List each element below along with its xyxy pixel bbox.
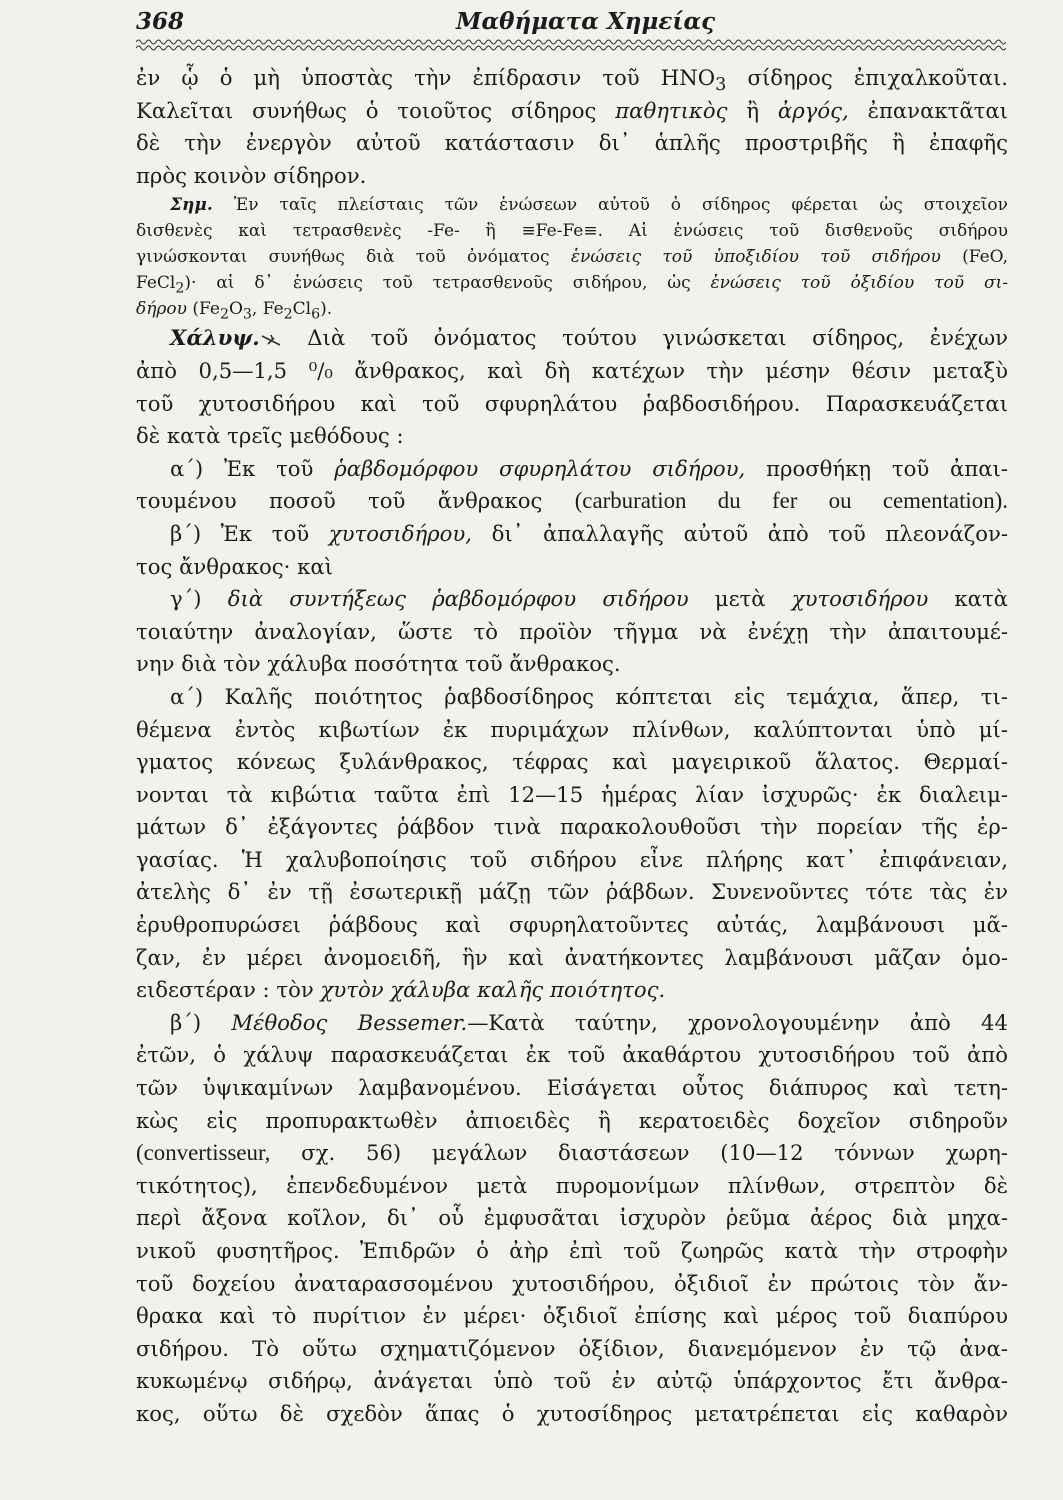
text-line-10: Χάλυψ. Διὰ τοῦ ὀνόματος τούτου γινώσκεται σίδηρος, ἐνέχων	[170, 325, 1008, 351]
running-title: Μαθήματα Χημείας	[456, 8, 716, 35]
annotation-mark-icon	[260, 333, 282, 347]
text-line-23: γματος κόνεως ξυλάνθρακος, τέφρας καὶ μαγειρικοῦ ἅλατος. Θερμαί-	[136, 749, 1008, 775]
text-line-29: ζαν, ἐν μέρει ἀνομοειδῆ, ἣν καὶ ἀνατήκοντες λαμβάνουσι μᾶζαν ὁμο-	[136, 944, 1008, 970]
text-line-25: μάτων δ᾽ ἐξάγοντες ῥάβδον τινὰ παρακολουθοῦσι τὴν πορείαν τῆς ἐρ-	[136, 814, 1008, 840]
text-line-20: νην διὰ τὸν χάλυβα ποσότητα τοῦ ἄνθρακος.	[136, 651, 621, 677]
text-line-27: ἀτελὴς δ᾽ ἐν τῇ ἐσωτερικῇ μάζῃ τῶν ῥάβδων. Συνενοῦντες τότε τὰς ἐν	[136, 879, 1008, 905]
page-body	[136, 62, 1008, 1431]
wavy-rule-line	[136, 40, 1006, 44]
text-line-38: νικοῦ φυσητῆρος. Ἐπιδρῶν ὁ ἀὴρ ἐπὶ τοῦ ζωηρῶς κατὰ τὴν στροφὴν	[136, 1238, 1008, 1263]
text-line-32: ἐτῶν, ὁ χάλυψ παρασκευάζεται ἐκ τοῦ ἀκαθάρτου χυτοσιδήρου τοῦ ἀπὸ	[136, 1042, 1008, 1068]
text-line-43: κος, οὕτω δὲ σχεδὸν ἅπας ὁ χυτοσίδηρος μετατρέπεται εἰς καθαρὸν	[136, 1400, 1008, 1426]
text-line-3: δὲ τὴν ἐνεργὸν αὐτοῦ κατάστασιν δι᾽ ἁπλῆς προστριβῆς ἢ ἐπαφῆς	[136, 130, 1008, 156]
note-line-2: δισθενὲς καὶ τετρασθενὲς -Fe- ἢ ≡Fe-Fe≡. Αἱ ἑνώσεις τοῦ δισθενοῦς σιδήρου	[136, 221, 1008, 242]
text-line-11: ἀπὸ 0,5—1,5 ⁰/₀ ἄνθρακος, καὶ δὴ κατέχων τὴν μέσην θέσιν μεταξὺ	[136, 357, 1008, 383]
text-line-14: α´) Ἐκ τοῦ ῥαβδομόρφου σφυρηλάτου σιδήρου, προσθήκῃ τοῦ ἀπαι-	[170, 455, 1008, 481]
text-line-4: πρὸς κοινὸν σίδηρον.	[136, 162, 367, 188]
note-line-5: δήρου ($Fe_2O_3$, $Fe_2Cl_6$).	[136, 299, 333, 323]
text-line-35: (convertisseur, σχ. 56) μεγάλων διαστάσεων (10—12 τόννων χωρη-	[136, 1140, 1008, 1166]
text-line-37: περὶ ἄξονα κοῖλον, δι᾽ οὗ ἐμφυσᾶται ἰσχυρὸν ῥεῦμα ἀέρος διὰ μηχα-	[136, 1205, 1008, 1231]
wavy-rule-line-2	[136, 46, 1006, 50]
text-line-26: γασίας. Ἡ χαλυβοποίησις τοῦ σιδήρου εἶνε πλήρης κατ᾽ ἐπιφάνειαν,	[136, 846, 1008, 872]
text-line-19: τοιαύτην ἀναλογίαν, ὥστε τὸ προϊὸν τῆγμα νὰ ἐνέχῃ τὴν ἀπαιτουμέ-	[136, 618, 1008, 644]
text-line-22: θέμενα ἐντὸς κιβωτίων ἐκ πυριμάχων πλίνθων, καλύπτονται ὑπὸ μί-	[136, 716, 1008, 742]
text-line-18: γ´) διὰ συντήξεως ῥαβδομόρφου σιδήρου μετὰ χυτοσιδήρου κατὰ	[170, 586, 1008, 612]
text-line-36: τικότητος), ἐπενδεδυμένον μετὰ πυρομονίμων πλίνθων, στρεπτὸν δὲ	[136, 1172, 1008, 1198]
text-line-15: τουμένου ποσοῦ τοῦ ἄνθρακος (carburation du fer ou cementation).	[136, 488, 1008, 514]
note-line-3: γινώσκονται συνήθως διὰ τοῦ ὀνόματος ἑνώσεις τοῦ ὑποξιδίου τοῦ σιδήρου (FeO,	[136, 247, 1008, 268]
text-line-31: β´) Μέθοδος Bessemer.—Κατὰ ταύτην, χρονολογουμένην ἀπὸ 44	[170, 1009, 1008, 1035]
text-line-17: τος ἄνθρακος· καὶ	[136, 553, 333, 579]
text-line-1: ἐν ᾧ ὁ μὴ ὑποστὰς τὴν ἐπίδρασιν τοῦ $HNO_3$ σίδηρος ἐπιχαλκοῦται.	[136, 65, 1008, 95]
text-line-28: ἐρυθροπυρώσει ῥάβδους καὶ σφυρηλατοῦντες αὐτάς, λαμβάνουσι μᾶ-	[136, 912, 1008, 938]
note-line-4: FeCl$_2$)· αἱ δ᾽ ἑνώσεις τοῦ τετρασθενοῦς σιδήρου, ὡς ἑνώσεις τοῦ ὀξιδίου τοῦ σι-	[136, 273, 1008, 297]
note-label: Σημ.	[170, 195, 213, 216]
wavy-header-rule	[136, 38, 1006, 52]
text-line-21: α´) Καλῆς ποιότητος ῥαβδοσίδηρος κόπτεται εἰς τεμάχια, ἅπερ, τι-	[170, 683, 1008, 709]
text-line-33: τῶν ὑψικαμίνων λαμβανομένου. Εἰσάγεται οὗτος διάπυρος καὶ τετη-	[136, 1075, 1008, 1101]
text-line-13: δὲ κατὰ τρεῖς μεθόδους :	[136, 423, 404, 449]
text-line-42: κυκωμένῳ σιδήρῳ, ἀνάγεται ὑπὸ τοῦ ἐν αὐτῷ ὑπάρχοντος ἔτι ἄνθρα-	[136, 1368, 1008, 1394]
text-line-34: κὼς εἰς προπυρακτωθὲν ἀπιοειδὲς ἢ κερατοειδὲς δοχεῖον σιδηροῦν	[136, 1107, 1008, 1133]
page-header	[136, 8, 1006, 38]
text-line-2: Καλεῖται συνήθως ὁ τοιοῦτος σίδηρος παθητικὸς ἢ ἀργός, ἐπανακτᾶται	[136, 97, 1008, 123]
text-line-40: θρακα καὶ τὸ πυρίτιον ἐν μέρει· ὀξιδιοῖ ἐπίσης καὶ μέρος τοῦ διαπύρου	[136, 1303, 1008, 1329]
text-line-30: ειδεστέραν : τὸν χυτὸν χάλυβα καλῆς ποιότητος.	[136, 977, 666, 1003]
text-line-16: β´) Ἐκ τοῦ χυτοσιδήρου, δι᾽ ἀπαλλαγῆς αὐτοῦ ἀπὸ τοῦ πλεονάζον-	[170, 520, 1008, 546]
page-number: 368	[136, 8, 185, 35]
text-line-24: νονται τὰ κιβώτια ταῦτα ἐπὶ 12—15 ἡμέρας λίαν ἰσχυρῶς· ἐκ διαλειμ-	[136, 781, 1008, 807]
note-line-1: Σημ. Ἐν ταῖς πλείσταις τῶν ἑνώσεων αὐτοῦ ὁ σίδηρος φέρεται ὡς στοιχεῖον	[170, 195, 1008, 216]
text-line-39: τοῦ δοχείου ἀναταρασσομένου χυτοσιδήρου, ὀξιδιοῖ ἐν πρώτοις τὸν ἄν-	[136, 1270, 1008, 1296]
section-heading-steel: Χάλυψ.	[170, 325, 260, 351]
text-line-12: τοῦ χυτοσιδήρου καὶ τοῦ σφυρηλάτου ῥαβδοσιδήρου. Παρασκευάζεται	[136, 390, 1008, 416]
text-line-41: σιδήρου. Τὸ οὕτω σχηματιζόμενον ὀξίδιον, διανεμόμενον ἐν τῷ ἀνα-	[136, 1335, 1008, 1361]
